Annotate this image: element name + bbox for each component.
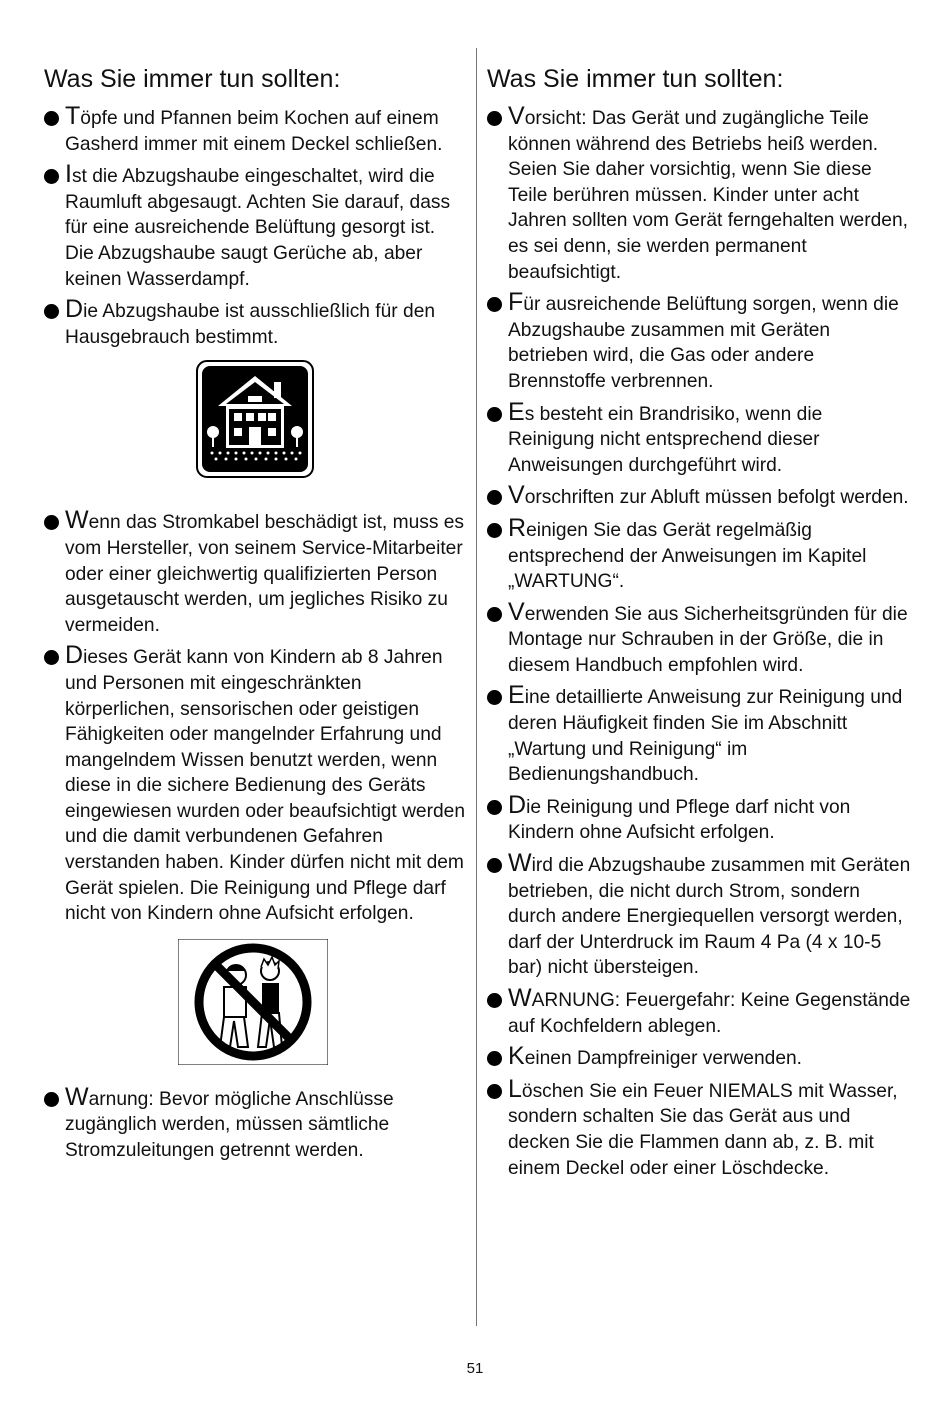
list-item <box>44 643 469 927</box>
item-text: ie Abzugshaube ist ausschließlich für den Hausgebrauch bestimmt. <box>65 301 436 348</box>
list-item <box>487 986 912 1039</box>
bullet-icon <box>487 1051 502 1066</box>
bullet-icon <box>487 490 502 505</box>
left-column <box>44 60 469 1169</box>
initial-letter: K <box>508 1042 525 1071</box>
item-text: s besteht ein Brandrisiko, wenn die Reinigung nicht entsprechend dieser Anweisungen durchgeführt wird. <box>508 403 823 476</box>
bullet-icon <box>44 1092 59 1107</box>
initial-letter: W <box>65 506 89 535</box>
list-item <box>487 683 912 787</box>
left-heading: Was Sie immer tun sollten: <box>44 65 341 93</box>
initial-letter: R <box>508 513 527 542</box>
list-item <box>44 104 469 157</box>
item-text: ie Reinigung und Pflege darf nicht von Kindern ohne Aufsicht erfolgen. <box>508 796 851 844</box>
list-item <box>487 597 912 679</box>
bullet-icon <box>44 111 59 126</box>
list-item <box>487 790 912 846</box>
bullet-icon <box>44 169 59 184</box>
initial-letter: D <box>65 295 84 324</box>
bullet-icon <box>487 858 502 873</box>
initial-letter: V <box>508 481 525 510</box>
left-list-c <box>44 1082 469 1164</box>
bullet-icon <box>487 607 502 622</box>
item-text: einen Dampfreiniger verwenden. <box>524 1048 802 1070</box>
initial-letter: F <box>508 288 524 317</box>
bullet-icon <box>487 523 502 538</box>
item-text: öschen Sie ein Feuer NIEMALS mit Wasser, sondern schalten Sie das Gerät aus und decken Sie die Flammen dann ab, z. B. mit einem Deckel oder einer Löschdecke. <box>508 1080 898 1179</box>
bullet-icon <box>487 297 502 312</box>
bullet-icon <box>487 800 502 815</box>
household-use-house-icon <box>196 360 314 478</box>
right-heading: Was Sie immer tun sollten: <box>487 65 784 93</box>
list-item <box>44 1082 469 1164</box>
right-list <box>487 104 912 1181</box>
initial-letter: D <box>65 641 84 670</box>
item-text: ine detaillierte Anweisung zur Reinigung und deren Häufigkeit finden Sie im Abschnitt „Wartung und Reinigung“ im Bedienungshandbuch. <box>508 687 903 786</box>
list-item <box>487 513 912 595</box>
initial-letter: V <box>508 597 525 626</box>
bullet-icon <box>44 515 59 530</box>
initial-letter: D <box>508 790 527 819</box>
list-item <box>487 104 912 285</box>
initial-letter: T <box>65 102 81 130</box>
list-item <box>44 297 469 350</box>
item-text: ieses Gerät kann von Kindern ab 8 Jahren und Personen mit eingeschränkten körperlichen, sensorischen oder geistigen Fähigkeiten oder mangelnder Erfahrung und mangelndem Wissen benutzt werden, wenn diese in die sichere Bedienung des Geräts eingewiesen wurden oder beaufsichtigt werden und die damit verbundenen Gefahren verstanden haben. Kinder dürfen nicht mit dem Gerät spielen. Die Reinigung und Pflege darf nicht von Kindern ohne Aufsicht erfolgen. <box>65 647 465 925</box>
item-text: st die Abzugshaube eingeschaltet, wird die Raumluft abgesaugt. Achten Sie darauf, dass für eine ausreichende Belüftung gesorgt ist. Die Abzugshaube saugt Gerüche ab, aber keinen Wasserdampf. <box>65 166 451 290</box>
item-text: einigen Sie das Gerät regelmäßig entsprechend der Anweisungen im Kapitel „WARTUNG“. <box>508 519 867 593</box>
bullet-icon <box>487 407 502 422</box>
page-number: 51 <box>466 1360 484 1377</box>
list-item <box>487 397 912 479</box>
bullet-icon <box>44 650 59 665</box>
item-text: öpfe und Pfannen beim Kochen auf einem Gasherd immer mit einem Deckel schließen. <box>65 108 443 155</box>
item-text: ird die Abzugshaube zusammen mit Geräten betrieben, die nicht durch Strom, sondern durch andere Energiequellen versorgt werden, darf der Unterdruck im Raum 4 Pa (4 x 10-5 bar) nicht übersteigen. <box>508 855 911 979</box>
initial-letter: W <box>508 849 532 878</box>
item-text: arnung: Bevor mögliche Anschlüsse zugänglich werden, müssen sämtliche Stromzuleitungen getrennt werden. <box>65 1088 394 1162</box>
column-divider <box>476 48 477 1326</box>
no-children-playing-icon <box>178 939 328 1065</box>
item-text: orsicht: Das Gerät und zugängliche Teile können während des Betriebs heiß werden. Seien Sie daher vorsichtig, wenn Sie diese Teile berühren müssen. Kinder unter acht Jahren sollten vom Gerät ferngehalten werden, es sei denn, sie werden permanent beaufsichtigt. <box>508 108 908 283</box>
item-text: ür ausreichende Belüftung sorgen, wenn die Abzugshaube zusammen mit Geräten betrieben wird, die Gas oder andere Brennstoffe verbrennen. <box>508 294 899 392</box>
initial-letter: E <box>508 681 525 710</box>
item-text: erwenden Sie aus Sicherheitsgründen für die Montage nur Schrauben in der Größe, die in diesem Handbuch empfohlen wird. <box>508 603 908 676</box>
left-list-a <box>44 104 469 350</box>
bullet-icon <box>44 304 59 319</box>
initial-letter: W <box>65 1082 89 1111</box>
left-list-b <box>44 508 469 927</box>
bullet-icon <box>487 690 502 705</box>
bullet-icon <box>487 993 502 1008</box>
initial-letter: I <box>65 160 72 189</box>
list-item <box>487 1074 912 1181</box>
item-text: orschriften zur Abluft müssen befolgt werden. <box>524 487 909 509</box>
initial-letter: E <box>508 397 525 426</box>
initial-letter: L <box>508 1074 522 1103</box>
right-column <box>487 60 912 1186</box>
list-item <box>487 483 912 511</box>
list-item <box>44 162 469 292</box>
list-item <box>487 290 912 394</box>
list-item <box>487 1044 912 1072</box>
bullet-icon <box>487 111 502 126</box>
item-text: enn das Stromkabel beschädigt ist, muss es vom Hersteller, von seinem Service-Mitarbeiter oder einer gleichwertig qualifizierten Person ausgetauscht werden, um jegliches Risiko zu vermeiden. <box>65 512 465 636</box>
bullet-icon <box>487 1084 502 1099</box>
list-item <box>487 851 912 981</box>
initial-letter: W <box>508 984 532 1012</box>
list-item <box>44 508 469 638</box>
initial-letter: V <box>508 102 525 130</box>
item-text: ARNUNG: Feuergefahr: Keine Gegenstände auf Kochfeldern ablegen. <box>508 990 911 1037</box>
